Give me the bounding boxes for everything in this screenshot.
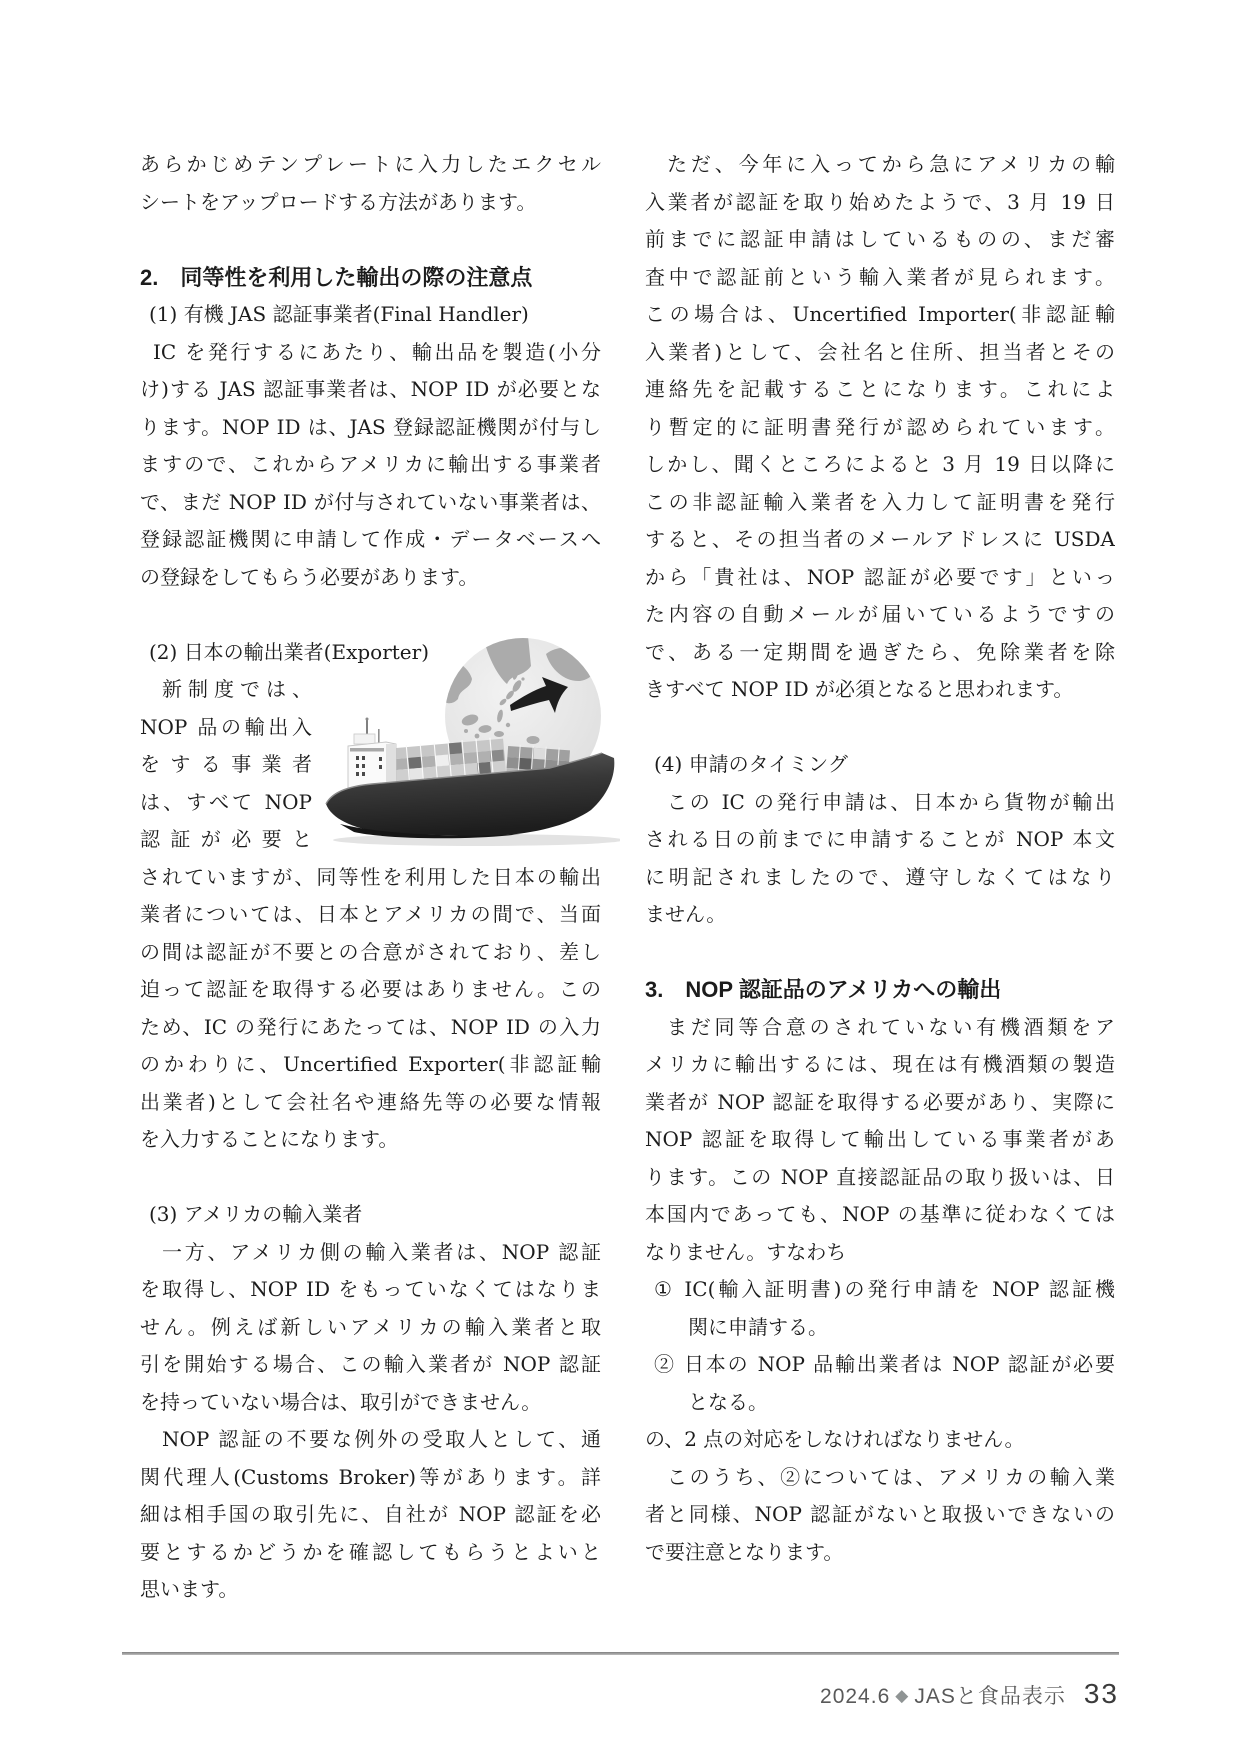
text-line: あらかじめテンプレートに入力したエクセル <box>140 152 601 176</box>
text-line: の間は認証が不要との合意がされており、差し <box>140 939 601 964</box>
text-line: すると、その担当者のメールアドレスに USDA <box>645 527 1115 551</box>
text-line-narrow: 新制度では、 <box>162 677 312 701</box>
text-line: ります。NOP ID は、JAS 登録認証機関が付与し <box>140 414 601 439</box>
text-line: 入業者)として、会社名と住所、担当者とその <box>645 339 1115 364</box>
text-line: ため、IC の発行にあたっては、NOP ID の入力 <box>140 1014 601 1039</box>
text-line: 出業者)として会社名や連絡先等の必要な情報 <box>140 1089 601 1114</box>
text-line: シートをアップロードする方法があります。 <box>140 189 537 214</box>
subsection-4-label: (4) 申請のタイミング <box>654 752 848 776</box>
blank-line <box>645 934 1115 972</box>
text-line: ますので、これからアメリカに輸出する事業者 <box>140 452 601 476</box>
text-line: 要とするかどうかを確認してもらうとよいと <box>140 1539 601 1564</box>
blank-line <box>645 709 1115 747</box>
text-line: 一方、アメリカ側の輸入業者は、NOP 認証 <box>162 1239 601 1264</box>
numbered-item-1-cont: 関に申請する。 <box>688 1314 828 1339</box>
text-line: 業者が NOP 認証を取得する必要があり、実際に <box>645 1089 1115 1114</box>
text-line: ただ、今年に入ってから急にアメリカの輸 <box>667 152 1115 176</box>
text-line: NOP 認証の不要な例外の受取人として、通 <box>162 1427 601 1451</box>
footer <box>122 1678 1119 1710</box>
text-line: 業者については、日本とアメリカの間で、当面 <box>140 902 601 926</box>
text-line: ります。この NOP 直接認証品の取り扱いは、日 <box>645 1164 1115 1189</box>
text-line-narrow: 認証が必要と <box>140 827 312 851</box>
numbered-item-1: ① IC(輸入証明書)の発行申請を NOP 認証機 <box>654 1277 1115 1301</box>
footer-page-number: 33 <box>1083 1678 1119 1709</box>
text-line: しかし、聞くところによると 3 月 19 日以降に <box>645 452 1115 476</box>
text-line-narrow: は、すべて NOP <box>140 789 312 814</box>
text-line: のかわりに、Uncertified Exporter(非認証輸 <box>140 1052 601 1076</box>
text-line: の、2 点の対応をしなければなりません。 <box>645 1427 1025 1451</box>
text-line: で、ある一定期間を過ぎたら、免除業者を除 <box>645 639 1115 664</box>
text-line: 前までに認証申請はしているものの、まだ審 <box>645 227 1115 251</box>
blank-line <box>140 1159 601 1197</box>
text-line: で、まだ NOP ID が付与されていない事業者は、 <box>140 489 601 514</box>
text-line: 思います。 <box>140 1577 239 1601</box>
numbered-item-2: ② 日本の NOP 品輸出業者は NOP 認証が必要 <box>654 1352 1115 1376</box>
section-3-heading: 3. NOP 認証品のアメリカへの輸出 <box>645 977 1002 1002</box>
text-line: この非認証輸入業者を入力して証明書を発行 <box>645 489 1115 514</box>
text-line: NOP 認証を取得して輸出している事業者があ <box>645 1127 1115 1151</box>
text-line: IC を発行するにあたり、輸出品を製造(小分 <box>153 339 601 364</box>
text-line: この IC の発行申請は、日本から貨物が輸出 <box>667 789 1115 814</box>
text-line: を取得し、NOP ID をもっていなくてはなりま <box>140 1277 601 1301</box>
section-2-heading: 2. 同等性を利用した輸出の際の注意点 <box>140 264 533 290</box>
text-line: きすべて NOP ID が必須となると思われます。 <box>645 677 1074 701</box>
text-line: 引を開始する場合、この輸入業者が NOP 認証 <box>140 1352 601 1376</box>
text-line: 関代理人(Customs Broker)等があります。詳 <box>140 1464 601 1489</box>
text-line: せん。例えば新しいアメリカの輸入業者と取 <box>140 1314 601 1339</box>
footer-publication-title: JASと食品表示 <box>914 1685 1066 1708</box>
footer-rule <box>122 1652 1119 1655</box>
text-line: される日の前までに申請することが NOP 本文 <box>645 827 1115 851</box>
text-line-narrow: をする事業者 <box>140 752 312 776</box>
ship-globe-illustration <box>320 628 620 850</box>
text-line: の登録をしてもらう必要があります。 <box>140 564 479 589</box>
text-line: このうち、②については、アメリカの輸入業 <box>667 1464 1115 1489</box>
footer-issue-date: 2024.6 <box>820 1685 891 1708</box>
text-line: を入力することになります。 <box>140 1127 399 1151</box>
right-column <box>645 146 1115 1571</box>
text-line: を持っていない場合は、取引ができません。 <box>140 1389 542 1414</box>
text-line: から「貴社は、NOP 認証が必要です」といっ <box>645 564 1115 589</box>
text-line: 査中で認証前という輸入業者が見られます。 <box>645 264 1115 289</box>
text-line: に明記されましたので、遵守しなくてはなり <box>645 864 1115 889</box>
subsection-1-label: (1) 有機 JAS 認証事業者(Final Handler) <box>149 302 529 326</box>
text-line: 者と同様、NOP 認証がないと取扱いできないの <box>645 1502 1115 1526</box>
text-line: メリカに輸出するには、現在は有機酒類の製造 <box>645 1052 1115 1076</box>
text-line: 迫って認証を取得する必要はありません。この <box>140 977 601 1001</box>
text-line: け)する JAS 認証事業者は、NOP ID が必要とな <box>140 377 601 401</box>
diamond-icon: ◆ <box>895 1686 910 1705</box>
text-line: で要注意となります。 <box>645 1539 844 1564</box>
text-line: 細は相手国の取引先に、自社が NOP 認証を必 <box>140 1502 601 1526</box>
text-line: 入業者が認証を取り始めたようで、3 月 19 日 <box>645 189 1115 214</box>
text-line: ません。 <box>645 902 727 926</box>
text-line-narrow: NOP 品の輸出入 <box>140 714 312 739</box>
blank-line <box>140 221 601 259</box>
subsection-3-label: (3) アメリカの輸入業者 <box>149 1202 363 1226</box>
text-line: まだ同等合意のされていない有機酒類をア <box>667 1014 1115 1039</box>
text-line: なりません。すなわち <box>645 1239 847 1264</box>
text-line: り暫定的に証明書発行が認められています。 <box>645 414 1115 439</box>
text-line: 本国内であっても、NOP の基準に従わなくては <box>645 1202 1115 1226</box>
numbered-item-2-cont: となる。 <box>688 1389 768 1414</box>
text-line: されていますが、同等性を利用した日本の輸出 <box>140 864 601 889</box>
text-line: 連絡先を記載することになります。これによ <box>645 377 1115 401</box>
text-line: た内容の自動メールが届いているようですの <box>645 602 1115 626</box>
left-column <box>140 146 601 1609</box>
subsection-2-label: (2) 日本の輸出業者(Exporter) <box>149 639 430 664</box>
text-line: この場合は、Uncertified Importer(非認証輸 <box>645 302 1115 326</box>
text-line: 登録認証機関に申請して作成・データベースへ <box>140 527 601 551</box>
